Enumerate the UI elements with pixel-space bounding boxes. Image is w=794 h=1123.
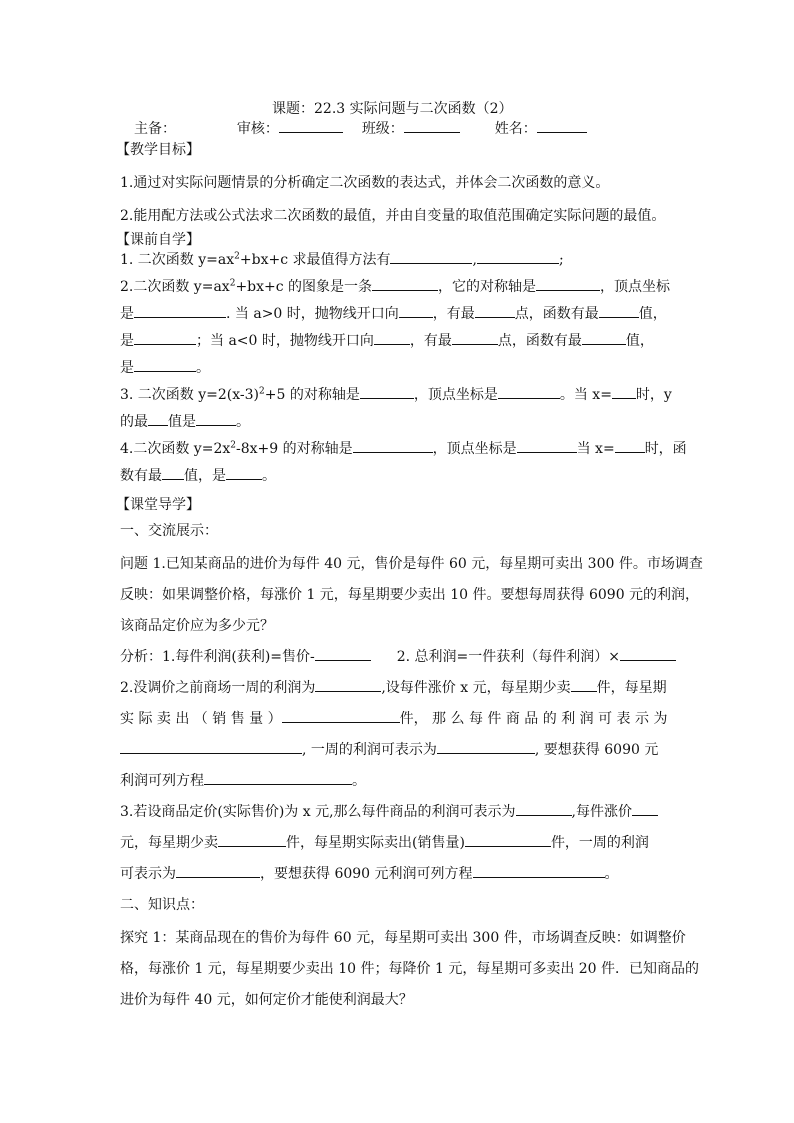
step3-line3: 可表示为 ，要想获得 6090 元利润可列方程 。 [120,863,619,883]
class-field[interactable] [404,118,460,133]
explore-1-line3: 进价为每件 40 元，如何定价才能使利润最大？ [120,992,413,1008]
blank[interactable] [148,411,168,426]
step2-line1: 2.没调价之前商场一周的利润为 ,设每件涨价 x 元，每星期少卖 件，每星期 [120,677,667,697]
page-title: 课题：22.3 实际问题与二次函数（2） [272,101,513,117]
preview-q1: 1. 二次函数 $y=ax^2+bx+c$ 求最值得方法有 , ; [120,249,564,269]
goals-heading: 【教学目标】 [116,142,200,158]
preparer-row [134,118,587,138]
preview-q2-line2: 是 . 当 a>0 时，抛物线开口向 ，有最 点，函数有最 值， [120,303,667,323]
preview-q3-line2: 的最 值是 。 [120,411,250,431]
preview-q2-line3: 是 ；当 a<0 时，抛物线开口向 ，有最 点，函数有最 值， [120,330,654,350]
blank[interactable] [399,303,433,318]
preview-q2-line1: 2.二次函数 $y=ax^2+bx+c$ 的图象是一条 ，它的对称轴是 ，顶点坐标 [120,276,670,296]
step2-line4: 利润可列方程 。 [120,770,366,790]
blank[interactable] [134,357,196,372]
blank[interactable] [315,677,381,692]
blank[interactable] [582,330,626,345]
blank[interactable] [390,249,472,264]
step3-line1: 3.若设商品定价(实际售价)为 x 元,那么每件商品的利润可表示为 ,每件涨价 [120,801,658,821]
blank[interactable] [620,646,676,661]
blank[interactable] [517,438,577,453]
step3-line2: 元，每星期少卖 件，每星期实际卖出(销售量) 件，一周的利润 [120,832,649,852]
blank[interactable] [516,801,572,816]
preparer-label: 主备： [134,121,176,137]
blank[interactable] [315,646,371,661]
blank[interactable] [498,384,560,399]
blank[interactable] [162,465,184,480]
blank[interactable] [599,303,639,318]
problem-1-line1: 问题 1.已知某商品的进价为每件 40 元，售价是每件 60 元，每星期可卖出 300 件。市场调查 [120,556,703,572]
reviewer-field[interactable] [279,118,343,133]
blank[interactable] [134,303,226,318]
preview-q2-line4: 是 。 [120,357,210,377]
section-1-title: 一、交流展示： [120,523,218,539]
class-label: 班级： [361,121,404,137]
problem-1-line3: 该商品定价应为多少元？ [120,618,274,634]
blank[interactable] [196,411,236,426]
blank[interactable] [536,276,600,291]
blank[interactable] [134,330,196,345]
blank[interactable] [475,303,515,318]
blank[interactable] [437,739,535,754]
blank[interactable] [218,832,286,847]
blank[interactable] [120,739,302,754]
name-field[interactable] [537,118,587,133]
preview-q4-line2: 数有最 值，是 。 [120,465,276,485]
problem-1-line2: 反映：如果调整价格，每涨价 1 元，每星期要少卖出 10 件。要想每周获得 6090 元的利润， [120,587,700,603]
blank[interactable] [473,863,605,878]
explore-1-line1: 探究 1：某商品现在的售价为每件 60 元，每星期可卖出 300 件，市场调查反映：如调整价 [120,930,686,946]
blank[interactable] [176,863,260,878]
step2-line2: 实 际 卖 出 （ 销 售 量 ） 件， 那 么 每 件 商 品 的 利 润 可 表 示 为 [120,708,667,728]
blank[interactable] [632,801,658,816]
blank[interactable] [374,330,410,345]
preview-q4-line1: 4.二次函数 $y=2x^2-8x+9$ 的对称轴是 ，顶点坐标是 当 x= 时，函 [120,438,687,458]
section-2-title: 二、知识点： [120,897,204,913]
goal-1: 1.通过对实际问题情景的分析确定二次函数的表达式，并体会二次函数的意义。 [120,175,610,191]
blank[interactable] [452,330,498,345]
blank[interactable] [477,249,559,264]
reviewer-label: 审核： [236,121,279,137]
preview-heading: 【课前自学】 [116,232,200,248]
step2-line3: , 一周的利润可表示为 , 要想获得 6090 元 [120,739,658,759]
blank[interactable] [204,770,352,785]
blank[interactable] [282,708,400,723]
preview-q3-line1: 3. 二次函数 $y=2(x-3)^2+5$ 的对称轴是 ，顶点坐标是 。当 x= 时，y [120,384,672,404]
blank[interactable] [612,384,636,399]
blank[interactable] [353,438,433,453]
analysis-line: 分析：1.每件利润(获利)=售价- 2. 总利润=一件获利（每件利润）× [120,646,676,666]
blank[interactable] [360,384,414,399]
guide-heading: 【课堂导学】 [116,497,200,513]
blank[interactable] [226,465,262,480]
goal-2: 2.能用配方法或公式法求二次函数的最值，并由自变量的取值范围确定实际问题的最值。 [120,208,666,224]
name-label: 姓名： [494,121,537,137]
blank[interactable] [615,438,645,453]
explore-1-line2: 格，每涨价 1 元，每星期要少卖出 10 件；每降价 1 元，每星期可多卖出 20 件．已知商品的 [120,961,700,977]
blank[interactable] [372,276,438,291]
blank[interactable] [465,832,551,847]
blank[interactable] [571,677,597,692]
